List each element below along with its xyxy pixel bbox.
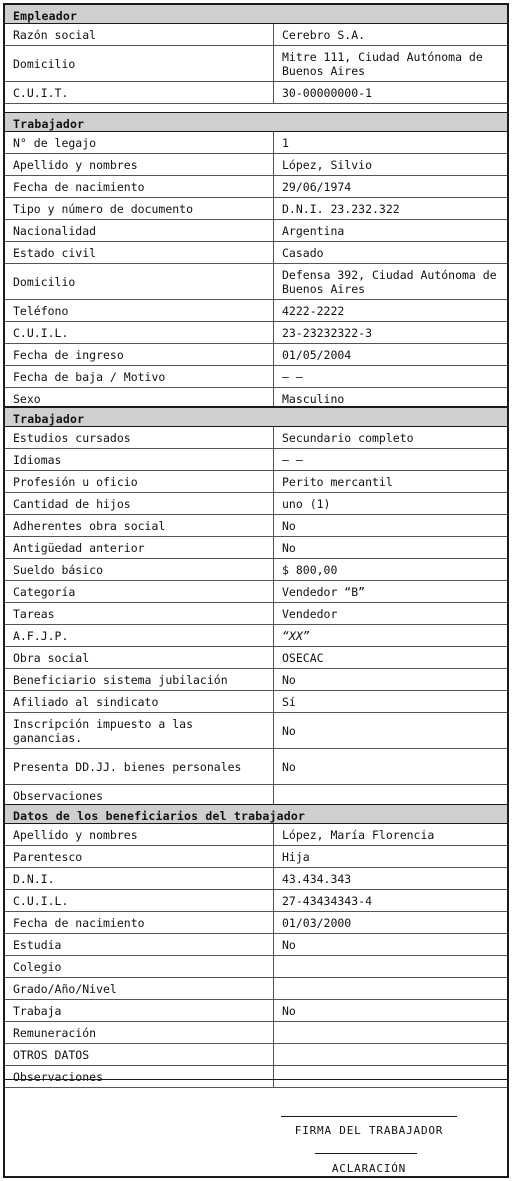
field-label: Apellido y nombres (5, 824, 274, 846)
field-label: Inscripción impuesto a las ganancias. (5, 713, 274, 749)
table-row (5, 1022, 507, 1044)
table-row (5, 691, 507, 713)
table-row (5, 1000, 507, 1022)
field-value: 27-43434343-4 (274, 890, 508, 912)
field-value: $ 800,00 (274, 559, 508, 581)
field-label: Cantidad de hijos (5, 493, 274, 515)
table-row (5, 890, 507, 912)
table-row (5, 344, 507, 366)
table-row (5, 868, 507, 890)
field-value: Cerebro S.A. (274, 24, 508, 46)
table-row (5, 132, 507, 154)
table-row (5, 978, 507, 1000)
field-value (274, 956, 508, 978)
field-label: Afiliado al sindicato (5, 691, 274, 713)
table-row (5, 713, 507, 749)
field-label: C.U.I.T. (5, 82, 274, 104)
field-value: – – (274, 366, 508, 388)
field-label: Teléfono (5, 300, 274, 322)
section-empleador (5, 5, 507, 104)
field-value: Secundario completo (274, 427, 508, 449)
field-label: Domicilio (5, 264, 274, 300)
field-value: 23-23232322-3 (274, 322, 508, 344)
field-label: Fecha de nacimiento (5, 176, 274, 198)
trabajador2-table (5, 427, 507, 807)
section-beneficiarios (5, 804, 507, 1088)
field-value (274, 1022, 508, 1044)
field-value: No (274, 749, 508, 785)
signature-line (281, 1116, 457, 1117)
field-label: Razón social (5, 24, 274, 46)
field-value: No (274, 1000, 508, 1022)
table-row (5, 176, 507, 198)
table-row (5, 515, 507, 537)
field-label: Apellido y nombres (5, 154, 274, 176)
field-value: López, Silvio (274, 154, 508, 176)
field-value: 01/05/2004 (274, 344, 508, 366)
table-row (5, 912, 507, 934)
table-row (5, 82, 507, 104)
section-header-trabajador: Trabajador (5, 113, 507, 132)
table-row (5, 934, 507, 956)
field-value: Defensa 392, Ciudad Autónoma de Buenos Aires (274, 264, 508, 300)
field-label: Obra social (5, 647, 274, 669)
field-value: 29/06/1974 (274, 176, 508, 198)
table-row (5, 647, 507, 669)
field-value: López, María Florencia (274, 824, 508, 846)
field-value: No (274, 537, 508, 559)
field-value: uno (1) (274, 493, 508, 515)
field-value: Sí (274, 691, 508, 713)
field-value: No (274, 515, 508, 537)
table-row (5, 493, 507, 515)
field-label: Estado civil (5, 242, 274, 264)
field-value: Vendedor “B” (274, 581, 508, 603)
field-label: A.F.J.P. (5, 625, 274, 647)
section-header-empleador: Empleador (5, 5, 507, 24)
employee-record-form (3, 3, 509, 1178)
table-row (5, 220, 507, 242)
field-label: Beneficiario sistema jubilación (5, 669, 274, 691)
field-label: Fecha de nacimiento (5, 912, 274, 934)
field-value: No (274, 713, 508, 749)
field-label: Estudia (5, 934, 274, 956)
table-row (5, 537, 507, 559)
field-value: 1 (274, 132, 508, 154)
field-value (274, 978, 508, 1000)
field-label: Grado/Año/Nivel (5, 978, 274, 1000)
field-value: Mitre 111, Ciudad Autónoma de Buenos Aires (274, 46, 508, 82)
field-value: 43.434.343 (274, 868, 508, 890)
field-label: Categoría (5, 581, 274, 603)
table-row (5, 669, 507, 691)
field-label: Colegio (5, 956, 274, 978)
section-trabajador-estudios (5, 406, 507, 807)
field-value: 30-00000000-1 (274, 82, 508, 104)
firma-trabajador-label: FIRMA DEL TRABAJADOR (294, 1124, 444, 1137)
field-value: Vendedor (274, 603, 508, 625)
field-value: Casado (274, 242, 508, 264)
field-value: 01/03/2000 (274, 912, 508, 934)
field-value: Perito mercantil (274, 471, 508, 493)
table-row (5, 1044, 507, 1066)
field-label: Fecha de ingreso (5, 344, 274, 366)
field-label: Nacionalidad (5, 220, 274, 242)
field-label: Adherentes obra social (5, 515, 274, 537)
field-label: Estudios cursados (5, 427, 274, 449)
table-row (5, 322, 507, 344)
aclaracion-line (315, 1153, 417, 1154)
field-label: Observaciones (5, 1066, 274, 1088)
field-value: “XX” (274, 625, 508, 647)
field-label: C.U.I.L. (5, 322, 274, 344)
table-row (5, 24, 507, 46)
table-row (5, 242, 507, 264)
table-row (5, 471, 507, 493)
field-label: Antigüedad anterior (5, 537, 274, 559)
field-label: Remuneración (5, 1022, 274, 1044)
field-label: Presenta DD.JJ. bienes personales (5, 749, 274, 785)
field-value: Masculino (274, 388, 508, 410)
field-label: Sexo (5, 388, 274, 410)
table-row (5, 198, 507, 220)
field-label: Domicilio (5, 46, 274, 82)
table-row (5, 427, 507, 449)
table-row (5, 603, 507, 625)
section-header-trabajador-2: Trabajador (5, 408, 507, 427)
field-label: Tareas (5, 603, 274, 625)
table-row (5, 154, 507, 176)
field-value: Hija (274, 846, 508, 868)
empleador-table (5, 24, 507, 104)
field-value: D.N.I. 23.232.322 (274, 198, 508, 220)
table-row (5, 846, 507, 868)
field-label: Fecha de baja / Motivo (5, 366, 274, 388)
table-row (5, 956, 507, 978)
field-value: – – (274, 449, 508, 471)
table-row (5, 581, 507, 603)
field-label: Observaciones (5, 785, 274, 807)
section-header-beneficiarios: Datos de los beneficiarios del trabajador (5, 805, 507, 824)
table-row (5, 625, 507, 647)
field-label: Idiomas (5, 449, 274, 471)
field-label: Trabaja (5, 1000, 274, 1022)
table-row (5, 449, 507, 471)
section-trabajador (5, 112, 507, 410)
field-label: D.N.I. (5, 868, 274, 890)
table-row (5, 559, 507, 581)
table-row (5, 264, 507, 300)
field-value: No (274, 669, 508, 691)
table-row (5, 46, 507, 82)
signature-area (5, 1079, 507, 1176)
field-label: Parentesco (5, 846, 274, 868)
table-row (5, 824, 507, 846)
field-value (274, 1044, 508, 1066)
field-value: OSECAC (274, 647, 508, 669)
field-value: 4222-2222 (274, 300, 508, 322)
field-value: No (274, 934, 508, 956)
field-label: N° de legajo (5, 132, 274, 154)
field-label: Sueldo básico (5, 559, 274, 581)
table-row (5, 749, 507, 785)
beneficiarios-table (5, 824, 507, 1088)
field-label: Tipo y número de documento (5, 198, 274, 220)
field-label: Profesión u oficio (5, 471, 274, 493)
table-row (5, 366, 507, 388)
aclaracion-label: ACLARACIÓN (331, 1162, 407, 1175)
field-label: OTROS DATOS (5, 1044, 274, 1066)
trabajador-table (5, 132, 507, 410)
field-value: Argentina (274, 220, 508, 242)
field-label: C.U.I.L. (5, 890, 274, 912)
table-row (5, 300, 507, 322)
